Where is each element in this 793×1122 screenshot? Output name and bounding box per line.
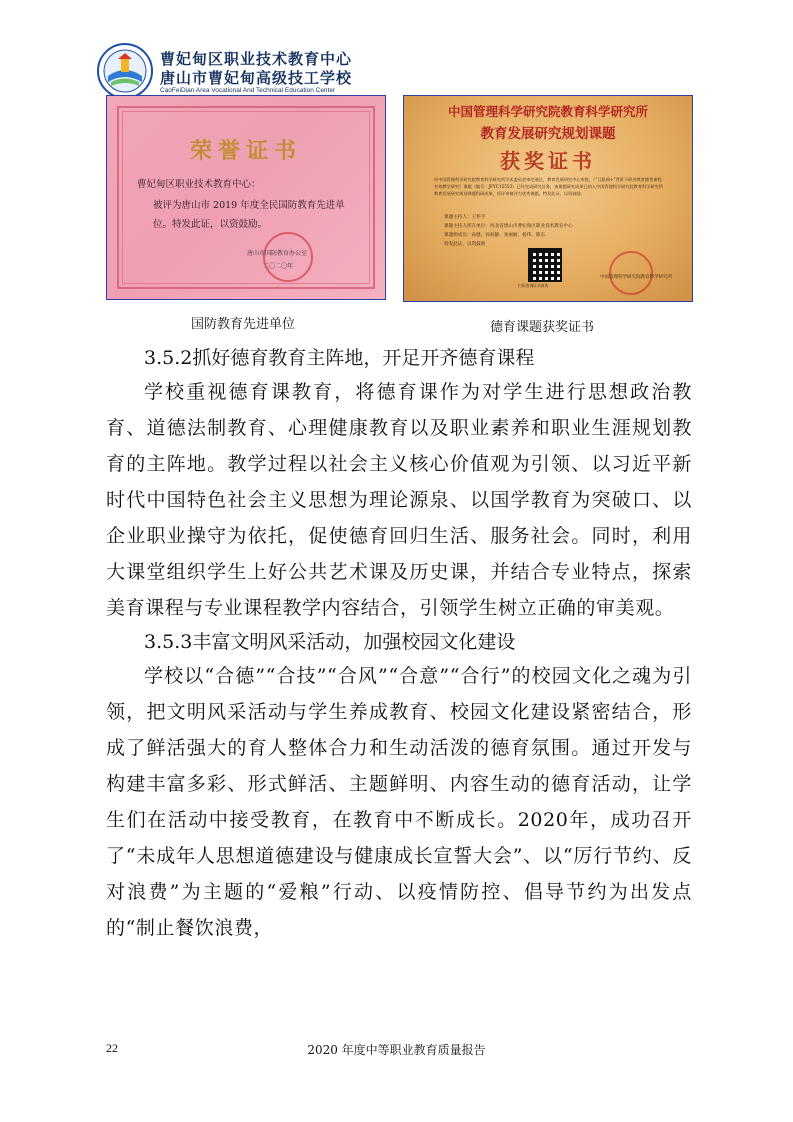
award-issuer: 中国管理科学研究院教育科学研究所 bbox=[600, 275, 672, 280]
school-name-line2: 唐山市曹妃甸高级技工学校 bbox=[160, 69, 353, 87]
certificate-title: 荣誉证书 bbox=[189, 138, 302, 164]
section-heading-3-5-2: 3.5.2抓好德育教育主阵地，开足开齐德育课程 bbox=[144, 347, 535, 369]
paragraph-moral-courses: 学校重视德育课教育，将德育课作为对学生进行思想政治教育、道德法制教育、心理健康教育以及职业素养和职业生涯规划教育的主阵地。教学过程以社会主义核心价值观为引领、以习近平新时代中国特色社会主义思想为理论源泉、以国学教育为突破口、以企业职业操守为依托，促使德育回归生活、服务社会。同时，利用大课堂组织学生上好公共艺术课及历史课，并结合专业特点，探索美育课程与专业课程教学内容结合，引领学生树立正确的审美观。 bbox=[106, 381, 692, 619]
school-logo-icon bbox=[96, 42, 154, 100]
qr-caption: 扫码查询证书真伪 bbox=[518, 283, 549, 288]
qr-code-icon bbox=[528, 248, 562, 282]
award-field-unit: 课题主持人所在单位：河北省唐山市曹妃甸区职业技术教育中心 bbox=[444, 224, 573, 229]
paragraph-campus-culture: 学校以“合德”“合技”“合风”“合意”“合行”的校园文化之魂为引领，把文明风采活动与学生养成教育、校园文化建设紧密结合，形成了鲜活强大的育人整体合力和生动活泼的德育氛围。通过开发与构建丰富多彩、形式鲜活、主题鲜明、内容生动的德育活动，让学生们在活动中接受教育，在教育中不断成长。2020年，成功召开了“未成年人思想道德建设与健康成长宣誓大会”、以“厉行节约、反对浪费”为主题的“爱粮”行动、以疫情防控、倡导节约为出发点的“制止餐饮浪费， bbox=[106, 665, 692, 939]
certificate-recipient: 曹妃甸区职业技术教育中心： bbox=[137, 179, 261, 190]
section-heading-3-5-3: 3.5.3丰富文明风采活动，加强校园文化建设 bbox=[144, 631, 516, 653]
award-field-members: 课题组成员：孙健、孙海静、张丽丽、杨伟、陈东 bbox=[444, 233, 546, 238]
award-title: 获奖证书 bbox=[500, 149, 596, 173]
award-body-text: 经中国管理科学研究院教育科学研究所学术委员会审定通过，教育发展研究中心审批，《“互联网+”背景下职业教育德育课程有效教学研究》课题（编号：JFYC15553）已经完成研究任务，该课题研究成果已纳入中国管理科学研究院教育科学研究所教育发展研究规划课题科研成果，经评审被评为优秀课题，特发此证，以资鼓励。 bbox=[434, 177, 663, 196]
certificate-issuer: 唐山市国防教育办公室 bbox=[247, 250, 308, 257]
photo-caption-left: 国防教育先进单位 bbox=[191, 317, 296, 332]
photo-caption-right: 德育课题获奖证书 bbox=[490, 320, 595, 335]
award-field-closing: 特发此证，以资鼓励 bbox=[444, 242, 486, 247]
official-seal-icon bbox=[263, 232, 313, 282]
award-header-institute: 中国管理科学研究院教育科学研究所 bbox=[447, 104, 648, 119]
school-name-line1: 曹妃甸区职业技术教育中心 bbox=[160, 50, 353, 68]
main-content bbox=[106, 342, 692, 946]
award-seal-icon bbox=[609, 251, 653, 295]
certificate-body: 被评为唐山市 2019 年度全民国防教育先进单位。特发此证，以资鼓励。 bbox=[153, 200, 345, 230]
report-title: 2020 年度中等职业教育质量报告 bbox=[307, 1043, 486, 1057]
school-name-english: CaoFeiDian Area Vocational And Technical Education Center bbox=[160, 87, 336, 94]
certificate-date: 二〇二〇年 bbox=[263, 263, 294, 270]
award-field-host: 课题主持人：王怀平 bbox=[444, 215, 486, 220]
award-certificate-photo bbox=[403, 95, 693, 302]
page-header bbox=[96, 42, 396, 102]
page-number: 22 bbox=[106, 1041, 118, 1055]
honor-certificate-photo bbox=[106, 95, 386, 300]
award-header-project: 教育发展研究规划课题 bbox=[480, 126, 616, 142]
